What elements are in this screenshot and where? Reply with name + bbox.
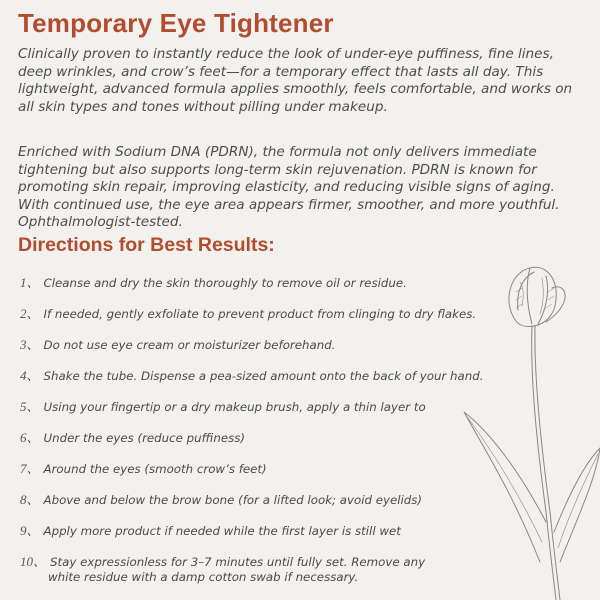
- step-number: 6、: [20, 430, 40, 445]
- step-number: 10、: [20, 554, 47, 569]
- step-text: Apply more product if needed while the first layer is still wet: [43, 524, 401, 538]
- list-item: [20, 275, 540, 291]
- step-text-continued: white residue with a damp cotton swab if necessary.: [48, 570, 359, 584]
- pdrn-paragraph: Enriched with Sodium DNA (PDRN), the formula not only delivers immediate tightening but also supports long-term skin rejuvenation. PDRN is known for promoting skin repair, improving elasticity, and reducing visible signs of aging. With continued use, the eye area appears firmer, smoother, and more youthful. Ophthalmologist-tested.: [18, 144, 560, 231]
- step-number: 2、: [20, 306, 40, 321]
- step-text: Under the eyes (reduce puffiness): [43, 431, 246, 445]
- step-number: 7、: [20, 461, 40, 476]
- step-text: Around the eyes (smooth crow’s feet): [43, 462, 267, 476]
- list-item: [20, 399, 540, 415]
- step-text: If needed, gently exfoliate to prevent product from clinging to dry flakes.: [43, 307, 477, 321]
- step-text: Using your fingertip or a dry makeup brush, apply a thin layer to: [43, 400, 426, 414]
- list-item: [20, 523, 540, 539]
- list-item: [20, 430, 540, 446]
- step-text: Do not use eye cream or moisturizer beforehand.: [43, 338, 336, 352]
- step-text: Cleanse and dry the skin thoroughly to remove oil or residue.: [43, 276, 407, 290]
- step-number: 8、: [20, 492, 40, 507]
- list-item: [20, 337, 540, 353]
- list-item: [20, 554, 540, 585]
- step-number: 1、: [20, 275, 40, 290]
- step-number: 9、: [20, 523, 40, 538]
- list-item: [20, 461, 540, 477]
- step-number: 4、: [20, 368, 40, 383]
- list-item: [20, 306, 540, 322]
- intro-paragraph: Clinically proven to instantly reduce the look of under-eye puffiness, fine lines, deep wrinkles, and crow’s feet—for a temporary effect that lasts all day. This lightweight, advanced formula applies smoothly, feels comfortable, and works on all skin types and tones without pilling under makeup.: [18, 46, 573, 115]
- step-text: Shake the tube. Dispense a pea-sized amount onto the back of your hand.: [43, 369, 484, 383]
- page-title: Temporary Eye Tightener: [18, 8, 334, 38]
- step-number: 3、: [20, 337, 40, 352]
- directions-title: Directions for Best Results:: [18, 234, 275, 256]
- list-item: [20, 368, 540, 384]
- step-text: Above and below the brow bone (for a lifted look; avoid eyelids): [43, 493, 423, 507]
- step-number: 5、: [20, 399, 40, 414]
- list-item: [20, 492, 540, 508]
- step-text: Stay expressionless for 3–7 minutes until fully set. Remove any: [50, 555, 426, 569]
